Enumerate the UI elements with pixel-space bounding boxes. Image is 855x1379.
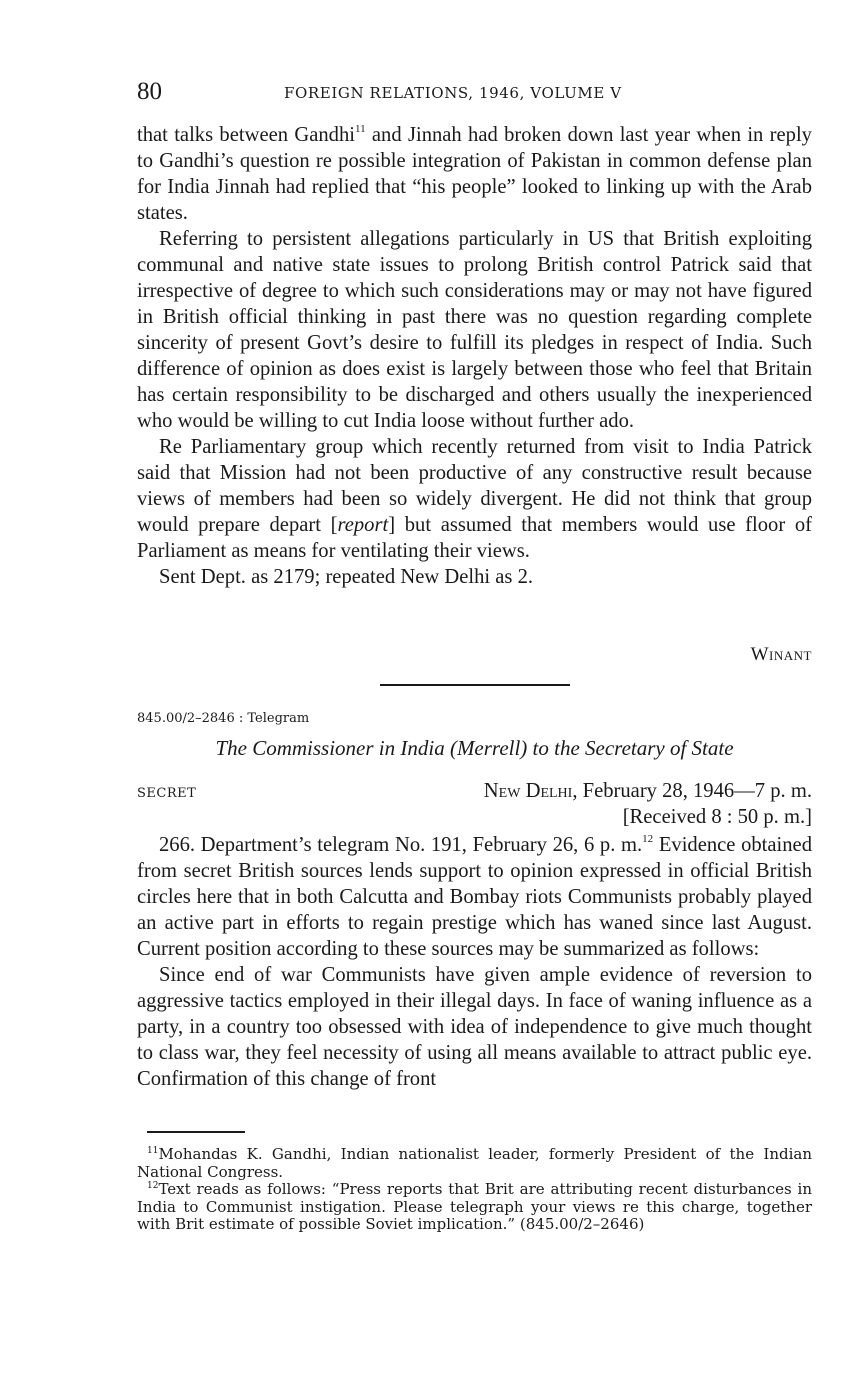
second-document-body: [137, 832, 812, 1092]
dateline-date: February 28, 1946—7 p. m.: [577, 780, 812, 802]
footnote-ref-11: 11: [354, 123, 366, 135]
document-title: The Commissioner in India (Merrell) to the Secretary of State: [215, 736, 734, 760]
paragraph-3: Re Parliamentary group which recently returned from visit to India Patrick said that Mission had not been productive of any constructive result because views of members had been so widely divergent. He did not think that group would prepare depart [report] but assumed that members would use floor of Parliament as means for ventilating their views.: [137, 436, 812, 562]
footnote-rule: [147, 1131, 245, 1133]
footnotes: [137, 1146, 812, 1234]
running-head: FOREIGN RELATIONS, 1946, VOLUME V: [284, 84, 622, 102]
footnote-ref-12: 12: [642, 833, 654, 845]
signature: Winant: [750, 644, 812, 665]
paragraph-communists: Since end of war Communists have given ample evidence of reversion to aggressive tactics employed in their illegal days. In face of waning influence as a party, in a country too obsessed with idea of independence to give much thought to class war, they feel necessity of using all means available to attract public eye. Confirmation of this change of front: [137, 964, 812, 1090]
footnote-12: $^{12}$Text reads as follows: “Press reports that Brit are attributing recent disturbances in India to Communist instigation. Please telegraph your views re this charge, together with Brit estimate of possible Soviet implication.” (845.00/2–2646): [137, 1180, 812, 1233]
page-header: [137, 76, 812, 108]
section-divider: [380, 684, 570, 686]
footnote-11: $^{11}$Mohandas K. Gandhi, Indian nationalist leader, formerly President of the Indian National Congress.: [137, 1145, 812, 1181]
page-number: 80: [137, 78, 162, 105]
document-id: 845.00/2–2846 : Telegram: [137, 711, 310, 726]
classification-label: SECRET: [137, 786, 197, 801]
received-time: [Received 8 : 50 p. m.]: [622, 806, 812, 828]
dateline: [484, 780, 812, 803]
paragraph-2: Referring to persistent allegations particularly in US that British exploiting communal and native state issues to prolong British control Patrick said that irrespective of degree to which such considerations may or may not have figured in British official thinking in past there was no question regarding complete sincerity of present Govt’s desire to fulfill its pledges in respect of India. Such difference of opinion as does exist is largely between those who feel that Britain has certain responsibility to be discharged and others usually the inexperienced who would be willing to cut India loose without further ado.: [137, 228, 812, 432]
paragraph-4: Sent Dept. as 2179; repeated New Delhi as 2.: [159, 566, 534, 588]
first-document-body: [137, 122, 812, 590]
paragraph-1: that talks between Gandhi$^{11}$ and Jinnah had broken down last year when in reply to Gandhi’s question re possible integration of Pakistan in common defense plan for India Jinnah had replied that “his people” looked to linking up with the Arab states.: [137, 123, 812, 224]
dateline-place: New Delhi,: [483, 780, 578, 802]
paragraph-266: 266. Department’s telegram No. 191, February 26, 6 p. m.$^{12}$ Evidence obtained from secret British sources lends support to opinion expressed in official British circles here that in both Calcutta and Bombay riots Communists probably played an active part in efforts to regain prestige which has waned since last August. Current position according to these sources may be summarized as follows:: [137, 833, 812, 960]
